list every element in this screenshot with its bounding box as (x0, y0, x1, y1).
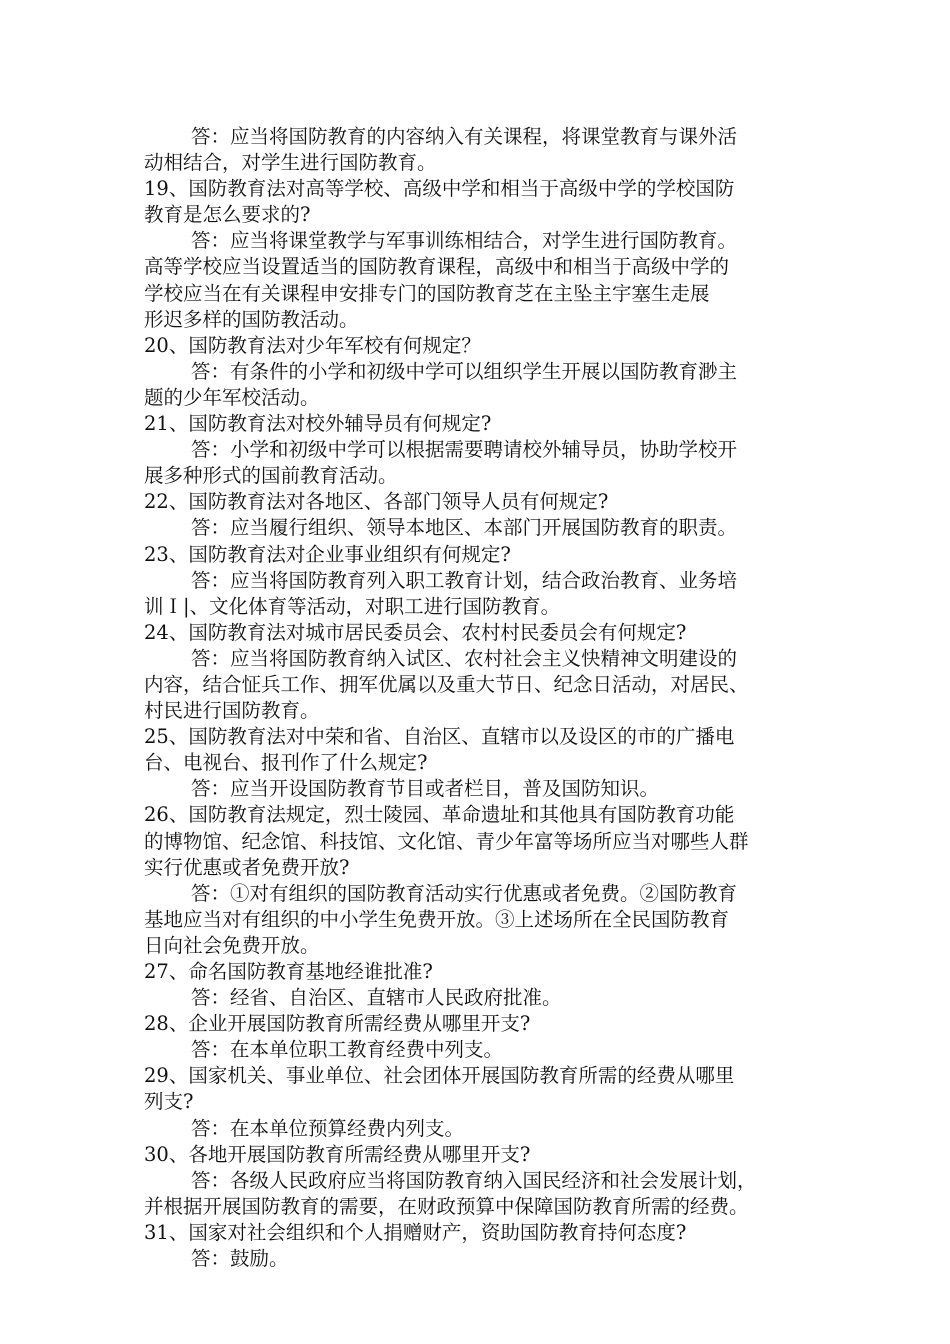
text-line: 25、国防教育法对中荣和省、自治区、直辖市以及设区的市的广播电 (144, 725, 735, 749)
text-line: 内容，结合怔兵工作、拥军优属以及重大节日、纪念日活动，对居民、 (144, 672, 749, 696)
text-line: 并根据开展国防教育的需要，在财政预算中保障国防教育所需的经费。 (144, 1194, 749, 1218)
answer-line: 答：在本单位预算经费内列支。 (191, 1116, 465, 1140)
answer-line: 答：①对有组织的国防教育活动实行优惠或者免费。②国防教育 (191, 881, 738, 905)
text-line: 23、国防教育法对企业事业组织有何规定? (144, 542, 511, 566)
text-line: 高等学校应当设置适当的国防教育课程，高级中和相当于高级中学的 (144, 255, 730, 279)
answer-line: 答：经省、自治区、直辖市人民政府批准。 (191, 986, 562, 1010)
answer-line: 答：小学和初级中学可以根据需要聘请校外辅导员，协助学校开 (191, 438, 738, 462)
text-line: 28、企业开展国防教育所需经费从哪里开支? (144, 1012, 531, 1036)
text-line: 展多种形式的国前教育活动。 (144, 464, 398, 488)
answer-line: 答：应当将课堂教学与军事训练相结合，对学生进行国防教育。 (191, 229, 738, 253)
answer-line: 答：各级人民政府应当将国防教育纳入国民经济和社会发展计划， (191, 1168, 757, 1192)
text-line: 题的少年军校活动。 (144, 385, 320, 409)
text-line: 训Ｉ|、文化体育等活动，对职工进行国防教育。 (144, 594, 561, 618)
answer-line: 答：应当开设国防教育节目或者栏目，普及国防知识。 (191, 777, 660, 801)
text-line: 30、各地开展国防教育所需经费从哪里开支? (144, 1142, 531, 1166)
answer-line: 答：应当将国防教育列入职工教育计划，结合政治教育、业务培 (191, 568, 738, 592)
text-line: 22、国防教育法对各地区、各部门领导人员有何规定? (144, 490, 609, 514)
answer-line: 答：应当将国防教育的内容纳入有关课程，将课堂教育与课外活 (191, 125, 738, 148)
answer-line: 答：鼓励。 (191, 1247, 289, 1271)
text-line: 26、国防教育法规定，烈士陵园、革命遗址和其他具有国防教育功能 (144, 803, 735, 827)
text-line: 19、国防教育法对高等学校、高级中学和相当于高级中学的学校国防 (144, 177, 735, 201)
text-line: 24、国防教育法对城市居民委员会、农村村民委员会有何规定? (144, 620, 687, 644)
text-line: 日向社会免费开放。 (144, 933, 320, 957)
text-line: 动相结合，对学生进行国防教育。 (144, 151, 437, 175)
text-line: 31、国家对社会组织和个人捐赠财产，资助国防教育持何态度? (144, 1220, 687, 1244)
text-line: 实行优惠或者免费开放? (144, 855, 350, 879)
text-line: 20、国防教育法对少年军校有何规定？ (144, 333, 481, 357)
text-line: 列支? (144, 1090, 194, 1114)
answer-line: 答：在本单位职工教育经费中列支。 (191, 1038, 504, 1062)
document-body (144, 124, 814, 1272)
text-line: 台、电视台、报刊作了什么规定? (144, 751, 428, 775)
text-line: 27、命名国防教育基地经谁批准? (144, 960, 433, 983)
text-line: 的博物馆、纪念馆、科技馆、文化馆、青少年富等场所应当对哪些人群 (144, 829, 749, 853)
text-line: 基地应当对有组织的中小学生免费开放。③上述场所在全民国防教育 (144, 907, 730, 931)
answer-line: 答：应当履行组织、领导本地区、本部门开展国防教育的职责。 (191, 516, 738, 540)
text-line: 形迟多样的国防教活动。 (144, 307, 359, 331)
answer-line: 答：有条件的小学和初级中学可以组织学生开展以国防教育渺主 (191, 359, 738, 383)
text-line: 29、国家机关、事业单位、社会团体开展国防教育所需的经费从哪里 (144, 1064, 735, 1088)
answer-line: 答：应当将国防教育纳入试区、农村社会主义快精神文明建设的 (191, 646, 738, 670)
text-line: 21、国防教育法对校外辅导员有何规定? (144, 412, 492, 436)
text-line: 教育是怎么要求的? (144, 203, 311, 227)
text-line: 村民进行国防教育。 (144, 699, 320, 723)
text-line: 学校应当在有关课程申安排专门的国防教育芝在主坠主宇塞生走展 (144, 281, 710, 305)
